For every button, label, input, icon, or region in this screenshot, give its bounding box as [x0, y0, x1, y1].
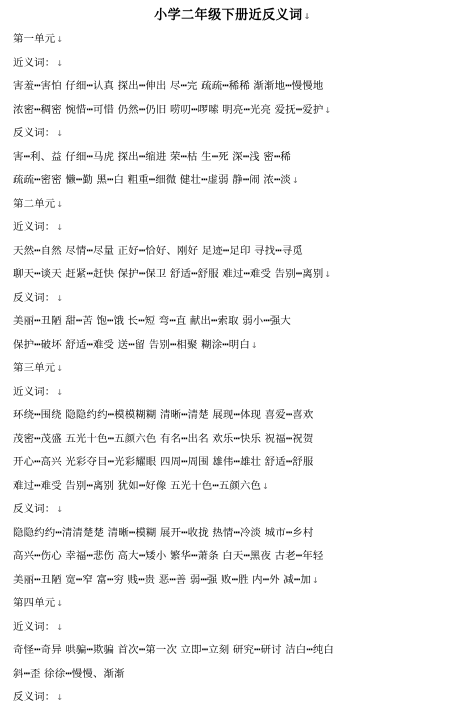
line-text: 斜┅歪 徐徐┅慢慢、渐渐 [13, 667, 125, 680]
line-text: 第二单元 [13, 197, 56, 210]
paragraph-mark: ↓ [250, 340, 258, 350]
line-text: 反义词： [13, 127, 56, 139]
section-label [13, 616, 452, 640]
line-text: 第四单元 [13, 597, 56, 609]
section-label [13, 193, 452, 217]
section-label [13, 592, 452, 616]
section-label [13, 287, 452, 311]
paragraph-mark: ↓ [56, 599, 64, 608]
word-pair-line [13, 639, 452, 663]
word-pair-line [13, 146, 452, 170]
word-pair-line [13, 310, 452, 334]
paragraph-mark: ↓ [56, 35, 64, 44]
word-pair-line [13, 569, 452, 593]
paragraph-mark: ↓ [56, 693, 64, 702]
section-label [13, 122, 452, 146]
paragraph-mark: ↓ [56, 505, 64, 514]
paragraph-mark: ↓ [56, 293, 64, 303]
line-text: 害┅利、益 仔细┅马虎 探出┅缩进 荣┅枯 生┅死 深┅浅 密┅稀 [13, 150, 292, 163]
line-text: 第三单元 [13, 362, 56, 374]
word-pair-line [13, 475, 452, 499]
paragraph-mark: ↓ [56, 223, 64, 232]
document-title [13, 6, 452, 26]
word-pair-line [13, 263, 452, 287]
paragraph-mark: ↓ [292, 176, 299, 185]
section-label [13, 52, 452, 76]
line-text: 茂密┅茂盛 五光十色┅五颜六色 有名┅出名 欢乐┅快乐 祝福┅祝贺 [13, 432, 314, 445]
line-text: 浓密┅稠密 惋惜┅可惜 仍然┅仍旧 唠叨┅啰嗦 明亮┅光亮 爱抚┅爱护 [13, 103, 324, 116]
line-text: 隐隐约约┅清清楚楚 清晰┅模糊 展开┅收拢 热情┅冷淡 城市┅乡村 [13, 526, 314, 539]
word-pair-line [13, 545, 452, 569]
line-text: 近义词： [13, 221, 56, 233]
section-label [13, 28, 452, 52]
word-pair-line [13, 663, 452, 687]
word-pair-line [13, 240, 452, 264]
section-label [13, 357, 452, 381]
line-text: 近义词： [13, 385, 56, 398]
section-label [13, 686, 452, 710]
title-text: 小学二年级下册近反义词 [154, 8, 303, 23]
line-text: 奇怪┅奇异 哄骗┅欺骗 首次┅第一次 立即┅立刻 研究┅研讨 洁白┅纯白 [13, 644, 335, 656]
word-pair-line [13, 169, 452, 193]
line-text: 害羞┅害怕 仔细┅认真 探出┅伸出 尽┅完 疏疏┅稀稀 渐渐地┅慢慢地 [13, 80, 324, 92]
line-text: 美丽┅丑陋 甜┅苦 饱┅饿 长┅短 弯┅直 献出┅索取 弱小┅强大 [13, 315, 292, 327]
line-text: 反义词： [13, 291, 56, 304]
word-pair-line [13, 75, 452, 99]
line-text: 疏疏┅密密 懒┅勤 黑┅白 粗重┅细微 健壮┅虚弱 静┅闹 浓┅淡 [13, 174, 292, 186]
line-text: 聊天┅谈天 赶紧┅赶快 保护┅保卫 舒适┅舒服 难过┅难受 告别┅离别 [13, 268, 324, 280]
line-text: 环绕┅围绕 隐隐约约┅模模糊糊 清晰┅清楚 展现┅体现 喜爱┅喜欢 [13, 409, 314, 421]
line-text: 第一单元 [13, 33, 56, 45]
line-text: 近义词： [13, 620, 56, 633]
word-pair-line [13, 99, 452, 123]
word-pair-line [13, 334, 452, 358]
line-text: 美丽┅丑陋 宽┅窄 富┅穷 贱┅贵 恶┅善 弱┅强 败┅胜 内┅外 减┅加 [13, 573, 311, 586]
paragraph-mark: ↓ [303, 12, 311, 21]
section-label [13, 381, 452, 405]
document-body [13, 28, 452, 710]
line-text: 保护┅破坏 舒适┅难受 送┅留 告别┅相聚 糊涂┅明白 [13, 338, 250, 351]
word-pair-line [13, 451, 452, 475]
line-text: 天然┅自然 尽情┅尽量 正好┅恰好、刚好 足迹┅足印 寻找┅寻觅 [13, 244, 303, 257]
section-label [13, 216, 452, 240]
paragraph-mark: ↓ [56, 129, 64, 138]
line-text: 高兴┅伤心 幸福┅悲伤 高大┅矮小 繁华┅萧条 白天┅黑夜 古老┅年轻 [13, 550, 324, 562]
paragraph-mark: ↓ [56, 387, 64, 397]
word-pair-line [13, 522, 452, 546]
line-text: 反义词： [13, 691, 56, 703]
paragraph-mark: ↓ [56, 199, 64, 209]
section-label [13, 498, 452, 522]
paragraph-mark: ↓ [324, 105, 332, 115]
paragraph-mark: ↓ [262, 481, 270, 491]
line-text: 反义词： [13, 503, 56, 515]
line-text: 近义词： [13, 56, 56, 69]
paragraph-mark: ↓ [311, 575, 319, 585]
word-pair-line [13, 404, 452, 428]
paragraph-mark: ↓ [56, 58, 64, 68]
paragraph-mark: ↓ [324, 270, 332, 279]
word-pair-line [13, 428, 452, 452]
paragraph-mark: ↓ [56, 364, 64, 373]
paragraph-mark: ↓ [56, 622, 64, 632]
line-text: 难过┅难受 告别┅离别 犹如┅好像 五光十色┅五颜六色 [13, 479, 262, 492]
line-text: 开心┅高兴 光彩夺目┅光彩耀眼 四周┅周围 雄伟┅雄壮 舒适┅舒服 [13, 456, 314, 468]
